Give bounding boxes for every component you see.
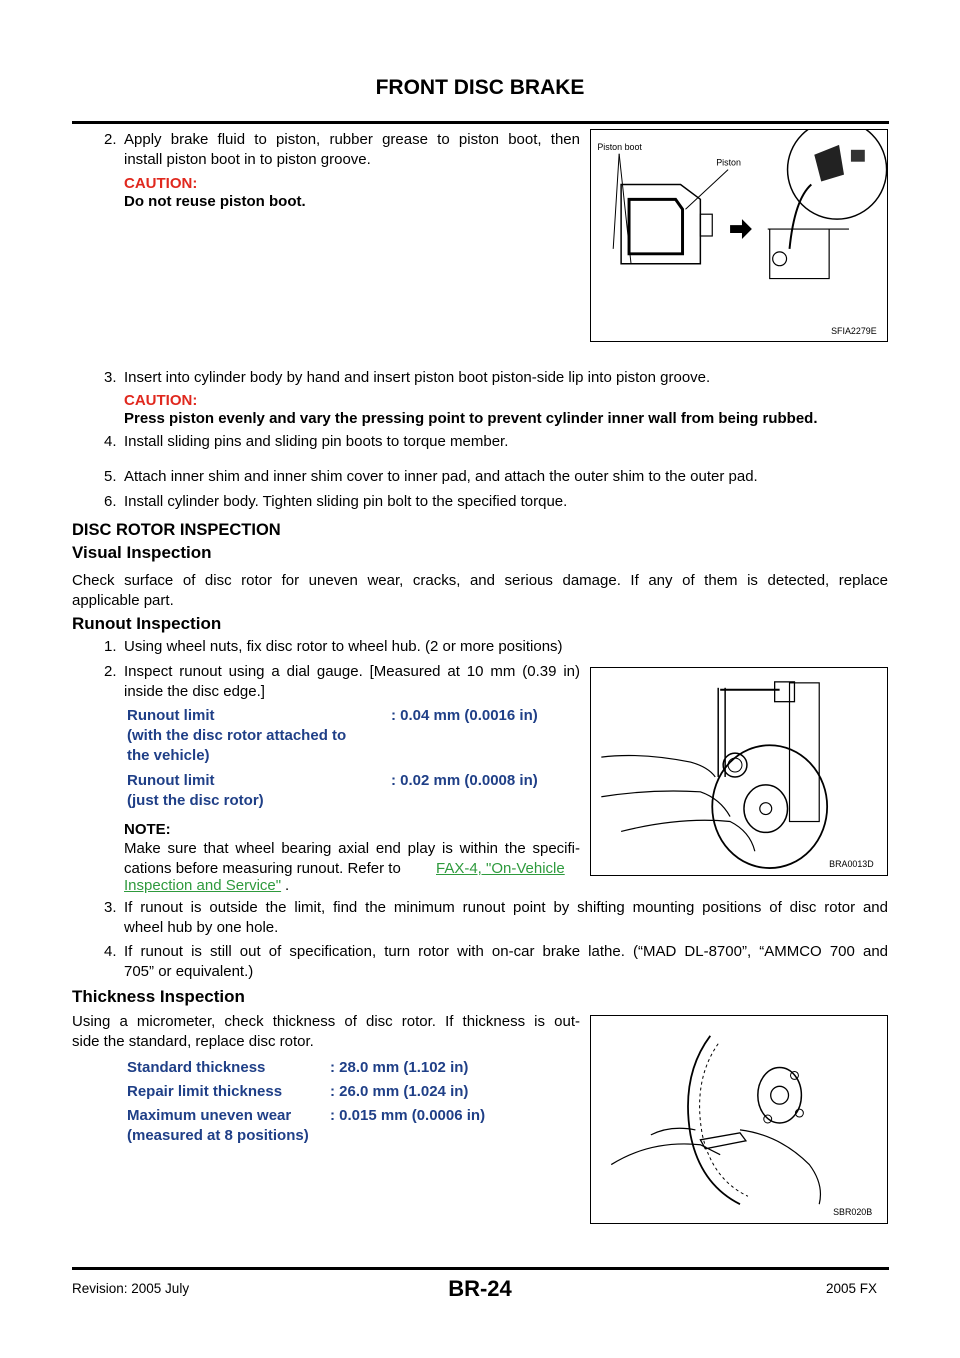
figure-micrometer bbox=[590, 1015, 888, 1224]
note-text: . bbox=[285, 877, 290, 894]
spec-label: Repair limit thickness bbox=[127, 1083, 283, 1100]
step-number: 5. bbox=[104, 468, 117, 485]
step-text: If runout is still out of specification, turn rotor with on-car brake lathe. (“MAD DL-8700”, “AMMCO 700 and bbox=[124, 943, 888, 960]
revision-text: Revision: 2005 July bbox=[72, 1281, 190, 1296]
spec-value: : 0.04 mm (0.0016 in) bbox=[391, 707, 538, 724]
spec-label: the vehicle) bbox=[127, 747, 210, 764]
subsection-heading-runout: Runout Inspection bbox=[72, 614, 222, 633]
dial-gauge-illustration bbox=[591, 668, 887, 875]
step-text: install piston boot in to piston groove. bbox=[124, 151, 371, 168]
fax-4-link-continued[interactable]: Inspection and Service" bbox=[124, 877, 282, 894]
step-text: Attach inner shim and inner shim cover to inner pad, and attach the outer shim to the outer pad. bbox=[124, 468, 758, 485]
step-number: 6. bbox=[104, 493, 117, 510]
spec-value: : 26.0 mm (1.024 in) bbox=[330, 1083, 469, 1100]
subsection-heading-thickness: Thickness Inspection bbox=[72, 987, 245, 1006]
step-number: 3. bbox=[104, 899, 117, 916]
step-number: 2. bbox=[104, 131, 117, 148]
figure-code: BRA0013D bbox=[829, 859, 874, 870]
label-piston: Piston bbox=[716, 157, 741, 168]
figure-code: SBR020B bbox=[833, 1207, 873, 1218]
spec-label: Runout limit bbox=[127, 772, 215, 789]
spec-value: : 28.0 mm (1.102 in) bbox=[330, 1059, 469, 1076]
piston-boot-illustration bbox=[591, 130, 887, 341]
spec-label: Maximum uneven wear bbox=[127, 1107, 292, 1124]
spec-label: Standard thickness bbox=[127, 1059, 266, 1076]
step-text: wheel hub by one hole. bbox=[124, 919, 279, 936]
figure-code: SFIA2279E bbox=[831, 326, 877, 337]
figure-piston-boot bbox=[590, 129, 888, 342]
spec-value: : 0.02 mm (0.0008 in) bbox=[391, 772, 538, 789]
page-title: FRONT DISC BRAKE bbox=[375, 76, 585, 99]
caution-label: CAUTION: bbox=[124, 392, 198, 409]
step-text: Inspect runout using a dial gauge. [Measured at 10 mm (0.39 in) bbox=[124, 663, 580, 680]
spec-label: Runout limit bbox=[127, 707, 215, 724]
model-text: 2005 FX bbox=[826, 1281, 878, 1296]
step-number: 4. bbox=[104, 433, 117, 450]
thickness-text: Using a micrometer, check thickness of disc rotor. If thickness is out- bbox=[72, 1013, 580, 1030]
step-text: 705” or equivalent.) bbox=[124, 963, 254, 980]
visual-text: applicable part. bbox=[72, 592, 174, 609]
micrometer-illustration bbox=[591, 1016, 887, 1223]
step-text: Install sliding pins and sliding pin boots to torque member. bbox=[124, 433, 509, 450]
spec-value: : 0.015 mm (0.0006 in) bbox=[330, 1107, 486, 1124]
figure-dial-gauge bbox=[590, 667, 888, 876]
spec-label: (just the disc rotor) bbox=[127, 792, 264, 809]
thickness-text: side the standard, replace disc rotor. bbox=[72, 1033, 314, 1050]
step-number: 3. bbox=[104, 369, 117, 386]
step-text: Insert into cylinder body by hand and insert piston boot piston-side lip into piston groove. bbox=[124, 369, 711, 386]
step-text: Using wheel nuts, fix disc rotor to wheel hub. (2 or more positions) bbox=[124, 638, 563, 655]
step-number: 2. bbox=[104, 663, 117, 680]
step-text: inside the disc edge.] bbox=[124, 683, 265, 700]
step-number: 1. bbox=[104, 638, 117, 655]
caution-text: Press piston evenly and vary the pressing point to prevent cylinder inner wall from being rubbed. bbox=[124, 410, 818, 427]
header-rule bbox=[72, 121, 889, 124]
note-label: NOTE: bbox=[124, 821, 171, 838]
label-piston-boot: Piston boot bbox=[597, 141, 642, 152]
caution-label: CAUTION: bbox=[124, 175, 198, 192]
step-text: If runout is outside the limit, find the minimum runout point by shifting mounting positions of disc rotor and bbox=[124, 899, 888, 916]
visual-text: Check surface of disc rotor for uneven wear, cracks, and serious damage. If any of them is detected, replace bbox=[72, 572, 888, 589]
section-heading: DISC ROTOR INSPECTION bbox=[72, 521, 281, 539]
subsection-heading-visual: Visual Inspection bbox=[72, 543, 212, 562]
spec-label: (measured at 8 positions) bbox=[127, 1127, 309, 1144]
spec-label: (with the disc rotor attached to bbox=[127, 727, 347, 744]
page-number: BR-24 bbox=[448, 1276, 512, 1301]
step-text: Install cylinder body. Tighten sliding pin bolt to the specified torque. bbox=[124, 493, 568, 510]
note-text: cations before measuring runout. Refer to bbox=[124, 860, 401, 877]
note-text: Make sure that wheel bearing axial end play is within the specifi- bbox=[124, 840, 580, 857]
fax-4-link[interactable]: FAX-4, "On-Vehicle bbox=[436, 860, 565, 877]
footer-rule bbox=[72, 1267, 889, 1270]
caution-text: Do not reuse piston boot. bbox=[124, 193, 306, 210]
step-number: 4. bbox=[104, 943, 117, 960]
step-text: Apply brake fluid to piston, rubber grease to piston boot, then bbox=[124, 131, 580, 148]
